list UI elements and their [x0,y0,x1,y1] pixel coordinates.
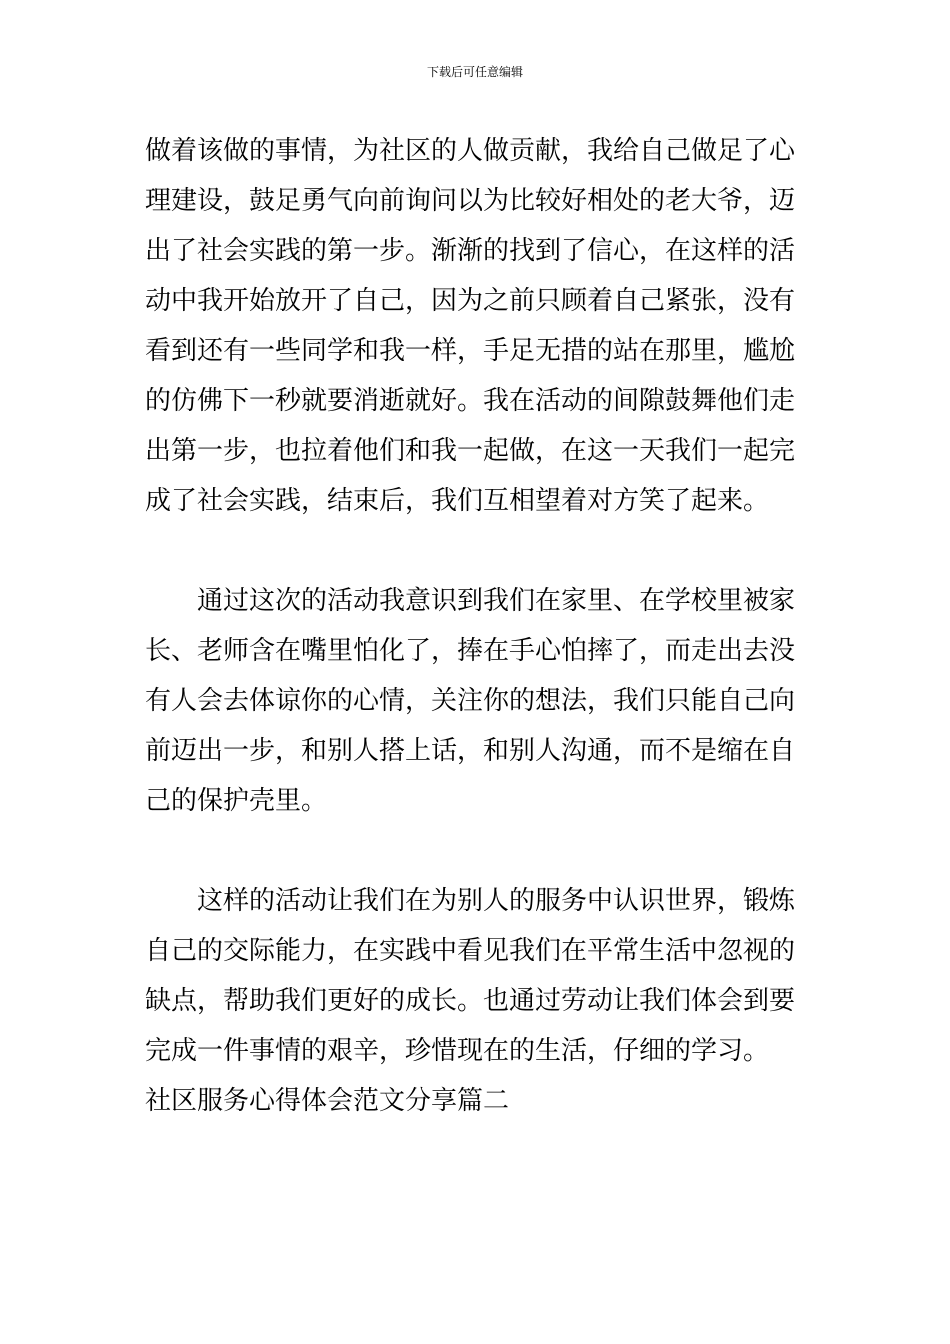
paragraph-spacer [145,526,807,576]
paragraph-3 [145,876,807,1076]
paragraph-line: 己的保护壳里。 [145,786,328,816]
paragraph-line: 完成一件事情的艰辛，珍惜现在的生活，仔细的学习。 [145,1036,770,1066]
paragraph-line: 有人会去体谅你的心情，关注你的想法，我们只能自己向 [145,686,796,716]
paragraph-spacer [145,826,807,876]
paragraph-line: 这样的活动让我们在为别人的服务中认识世界，锻炼 [197,886,796,916]
paragraph-2 [145,576,807,826]
paragraph-line: 缺点，帮助我们更好的成长。也通过劳动让我们体会到要 [145,986,796,1016]
paragraph-line: 出第一步，也拉着他们和我一起做，在这一天我们一起完 [145,436,796,466]
paragraph-line: 做着该做的事情，为社区的人做贡献，我给自己做足了心 [145,136,796,166]
paragraph-line: 通过这次的活动我意识到我们在家里、在学校里被家 [197,586,796,616]
paragraph-line: 长、老师含在嘴里怕化了，捧在手心怕摔了，而走出去没 [145,636,796,666]
section-heading: 社区服务心得体会范文分享篇二 [145,1086,510,1116]
paragraph-line: 成了社会实践，结束后，我们互相望着对方笑了起来。 [145,486,770,516]
paragraph-1 [145,126,807,526]
paragraph-line: 看到还有一些同学和我一样，手足无措的站在那里，尴尬 [145,336,796,366]
document-body [145,126,807,1126]
page-header-note: 下载后可任意编辑 [426,65,523,79]
paragraph-line: 出了社会实践的第一步。渐渐的找到了信心，在这样的活 [145,236,796,266]
paragraph-line: 理建设，鼓足勇气向前询问以为比较好相处的老大爷，迈 [145,186,796,216]
paragraph-line: 前迈出一步，和别人搭上话，和别人沟通，而不是缩在自 [145,736,796,766]
paragraph-line: 的仿佛下一秒就要消逝就好。我在活动的间隙鼓舞他们走 [145,386,796,416]
paragraph-line: 自己的交际能力，在实践中看见我们在平常生活中忽视的 [145,936,796,966]
paragraph-line: 动中我开始放开了自己，因为之前只顾着自己紧张，没有 [145,286,796,316]
